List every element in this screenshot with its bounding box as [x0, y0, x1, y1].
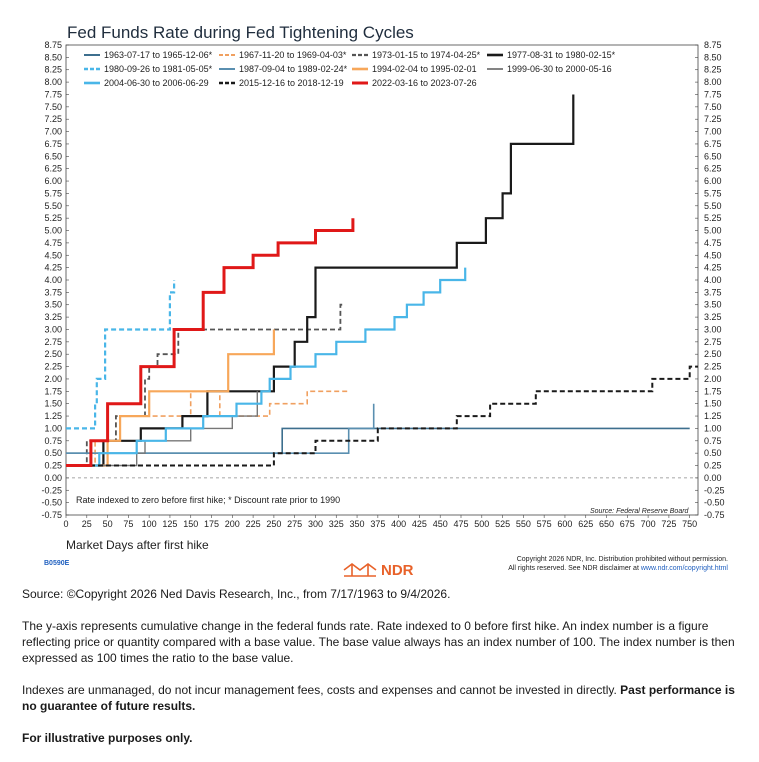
chart-annotation: Rate indexed to zero before first hike; * Discount rate prior to 1990: [76, 495, 341, 505]
y-tick-label-right: 6.25: [704, 163, 722, 174]
x-tick-label: 175: [204, 519, 220, 529]
x-tick-label: 150: [183, 519, 199, 529]
y-tick-label-right: 7.75: [704, 89, 722, 100]
y-tick-label-right: 8.75: [704, 40, 722, 50]
y-tick-label-right: 3.50: [704, 299, 722, 310]
y-tick-label-right: 2.75: [704, 336, 722, 347]
legend-label-0: 1963-07-17 to 1965-12-06*: [104, 50, 213, 60]
y-tick-label-right: 0.25: [704, 460, 722, 471]
y-axis-right: [695, 40, 725, 520]
legend-label-7: 1999-06-30 to 2000-05-16: [507, 64, 612, 74]
x-tick-label: 350: [349, 519, 365, 529]
y-tick-label-left: 3.00: [44, 324, 62, 335]
y-tick-label-right: 4.25: [704, 262, 722, 273]
legend-label-10: 2022-03-16 to 2023-07-26: [372, 78, 477, 88]
y-tick-label-left: 8.75: [44, 40, 62, 50]
plot-frame: [66, 45, 698, 515]
y-tick-label-left: 7.00: [44, 126, 62, 137]
y-tick-label-left: 5.00: [44, 225, 62, 236]
x-axis: [63, 515, 697, 529]
x-tick-label: 0: [63, 519, 69, 529]
x-tick-label: 300: [307, 519, 323, 529]
copyright-link[interactable]: www.ndr.com/copyright.html: [640, 565, 728, 572]
x-tick-label: 675: [619, 519, 635, 529]
y-tick-label-right: 5.00: [704, 225, 722, 236]
legend-label-8: 2004-06-30 to 2006-06-29: [104, 78, 209, 88]
y-tick-label-right: 8.00: [704, 77, 722, 88]
y-tick-label-right: 2.25: [704, 361, 722, 372]
ndr-logo: [344, 562, 414, 579]
x-tick-label: 75: [123, 519, 134, 529]
y-tick-label-left: 4.25: [44, 262, 62, 273]
y-tick-label-left: 8.25: [44, 64, 62, 75]
x-tick-label: 625: [578, 519, 594, 529]
y-tick-label-left: 5.75: [44, 188, 62, 199]
chart-code: B0590E: [44, 560, 70, 567]
y-tick-label-right: 7.00: [704, 126, 722, 137]
x-tick-label: 100: [141, 519, 157, 529]
disclaimer-text: [22, 682, 737, 714]
series-line-6: [66, 330, 274, 466]
y-tick-label-left: 6.50: [44, 151, 62, 162]
y-tick-label-right: 8.50: [704, 52, 722, 63]
y-tick-label-right: 3.25: [704, 312, 722, 323]
y-tick-label-left: 1.75: [44, 386, 62, 397]
y-tick-label-left: -0.25: [41, 485, 62, 496]
y-tick-label-right: 4.75: [704, 237, 722, 248]
copyright-line-1: Copyright 2026 NDR, Inc. Distribution prohibited without permission.: [516, 556, 728, 563]
y-tick-label-left: 1.50: [44, 398, 62, 409]
y-tick-label-right: 1.75: [704, 386, 722, 397]
y-tick-label-right: 3.75: [704, 287, 722, 298]
y-tick-label-right: -0.75: [704, 510, 725, 520]
illustrative-text: For illustrative purposes only.: [22, 731, 193, 745]
chart-title: Fed Funds Rate during Fed Tightening Cycles: [67, 23, 414, 42]
series-line-8: [66, 268, 465, 466]
legend-label-6: 1994-02-04 to 1995-02-01: [372, 64, 477, 74]
x-tick-label: 425: [411, 519, 427, 529]
x-axis-label: Market Days after first hike: [66, 538, 209, 552]
y-tick-label-right: 2.00: [704, 373, 722, 384]
y-tick-label-left: 2.00: [44, 373, 62, 384]
y-tick-label-left: 3.50: [44, 299, 62, 310]
y-tick-label-left: 1.00: [44, 423, 62, 434]
y-tick-label-left: 3.75: [44, 287, 62, 298]
footer: [22, 586, 737, 762]
x-tick-label: 475: [453, 519, 469, 529]
y-tick-label-right: 4.50: [704, 250, 722, 261]
y-tick-label-right: 5.75: [704, 188, 722, 199]
y-tick-label-left: -0.75: [41, 510, 62, 520]
x-tick-label: 525: [495, 519, 511, 529]
description-text: The y-axis represents cumulative change in the federal funds rate. Rate indexed to 0 before first hike. An index number is a figure reflecting price or quantity compared with a base value. The base value always has an index number of 100. The index number is then expressed as 100 times the ratio to the base value.: [22, 619, 735, 665]
y-tick-label-left: 6.00: [44, 176, 62, 187]
x-tick-label: 225: [245, 519, 261, 529]
y-tick-label-right: 1.25: [704, 411, 722, 422]
x-tick-label: 50: [102, 519, 113, 529]
disclaimer-bold: Past performance is no guarantee of future results.: [22, 683, 735, 713]
x-tick-label: 725: [661, 519, 677, 529]
legend-label-3: 1977-08-31 to 1980-02-15*: [507, 50, 616, 60]
y-tick-label-right: 5.50: [704, 200, 722, 211]
y-tick-label-left: 1.25: [44, 411, 62, 422]
y-tick-label-left: 8.00: [44, 77, 62, 88]
x-tick-label: 375: [370, 519, 386, 529]
y-tick-label-left: 6.75: [44, 138, 62, 149]
x-tick-label: 250: [266, 519, 282, 529]
y-tick-label-left: 0.25: [44, 460, 62, 471]
y-tick-label-left: 7.50: [44, 101, 62, 112]
y-tick-label-right: 0.75: [704, 435, 722, 446]
y-tick-label-right: 3.00: [704, 324, 722, 335]
y-tick-label-left: 2.75: [44, 336, 62, 347]
y-tick-label-left: 3.25: [44, 312, 62, 323]
legend-label-2: 1973-01-15 to 1974-04-25*: [372, 50, 481, 60]
y-tick-label-left: -0.50: [41, 497, 62, 508]
x-tick-label: 700: [640, 519, 656, 529]
y-tick-label-right: -0.50: [704, 497, 725, 508]
ndr-logo-icon: [344, 564, 376, 576]
x-tick-label: 450: [432, 519, 448, 529]
y-tick-label-right: 1.50: [704, 398, 722, 409]
y-tick-label-right: 7.25: [704, 114, 722, 125]
x-tick-label: 550: [515, 519, 531, 529]
y-tick-label-left: 2.25: [44, 361, 62, 372]
y-tick-label-left: 8.50: [44, 52, 62, 63]
y-tick-label-right: 0.00: [704, 472, 722, 483]
y-tick-label-right: 6.00: [704, 176, 722, 187]
x-tick-label: 400: [391, 519, 407, 529]
y-tick-label-right: -0.25: [704, 485, 725, 496]
y-tick-label-right: 5.25: [704, 213, 722, 224]
y-tick-label-left: 4.75: [44, 237, 62, 248]
legend-label-9: 2015-12-16 to 2018-12-19: [239, 78, 344, 88]
y-tick-label-right: 2.50: [704, 349, 722, 360]
y-tick-label-left: 7.25: [44, 114, 62, 125]
y-tick-label-right: 6.75: [704, 138, 722, 149]
legend-label-4: 1980-09-26 to 1981-05-05*: [104, 64, 213, 74]
source-text: Source: ©Copyright 2026 Ned Davis Research, Inc., from 7/17/1963 to 9/4/2026.: [22, 587, 451, 601]
y-tick-label-right: 6.50: [704, 151, 722, 162]
x-tick-label: 650: [599, 519, 615, 529]
legend: [84, 50, 616, 88]
x-tick-label: 575: [536, 519, 552, 529]
x-tick-label: 325: [328, 519, 344, 529]
y-tick-label-left: 7.75: [44, 89, 62, 100]
series-layer: [66, 95, 698, 466]
y-tick-label-left: 0.50: [44, 448, 62, 459]
x-tick-label: 275: [287, 519, 303, 529]
copyright-line-2-text: All rights reserved. See NDR disclaimer at: [508, 565, 641, 572]
x-tick-label: 500: [474, 519, 490, 529]
y-tick-label-left: 5.50: [44, 200, 62, 211]
y-tick-label-right: 8.25: [704, 64, 722, 75]
y-tick-label-left: 4.50: [44, 250, 62, 261]
x-tick-label: 25: [81, 519, 92, 529]
y-tick-label-right: 7.50: [704, 101, 722, 112]
y-tick-label-right: 4.00: [704, 275, 722, 285]
disclaimer-plain: Indexes are unmanaged, do not incur management fees, costs and expenses and cannot be invested in directly.: [22, 683, 621, 697]
legend-label-1: 1967-11-20 to 1969-04-03*: [239, 50, 347, 60]
copyright-line-2: [508, 565, 728, 572]
y-tick-label-right: 0.50: [704, 448, 722, 459]
y-tick-label-left: 5.25: [44, 213, 62, 224]
y-tick-label-left: 0.75: [44, 435, 62, 446]
legend-label-5: 1987-09-04 to 1989-02-24*: [239, 64, 348, 74]
y-tick-label-left: 2.50: [44, 349, 62, 360]
x-tick-label: 750: [682, 519, 698, 529]
series-line-3: [66, 95, 573, 466]
ndr-logo-text: NDR: [381, 562, 414, 579]
y-tick-label-left: 4.00: [44, 275, 62, 285]
source-label: Source: Federal Reserve Board: [590, 508, 689, 515]
x-tick-label: 200: [224, 519, 240, 529]
y-tick-label-right: 1.00: [704, 423, 722, 434]
x-tick-label: 600: [557, 519, 573, 529]
x-tick-label: 125: [162, 519, 178, 529]
y-tick-label-left: 0.00: [44, 472, 62, 483]
y-tick-label-left: 6.25: [44, 163, 62, 174]
y-axis-left: [41, 40, 69, 520]
